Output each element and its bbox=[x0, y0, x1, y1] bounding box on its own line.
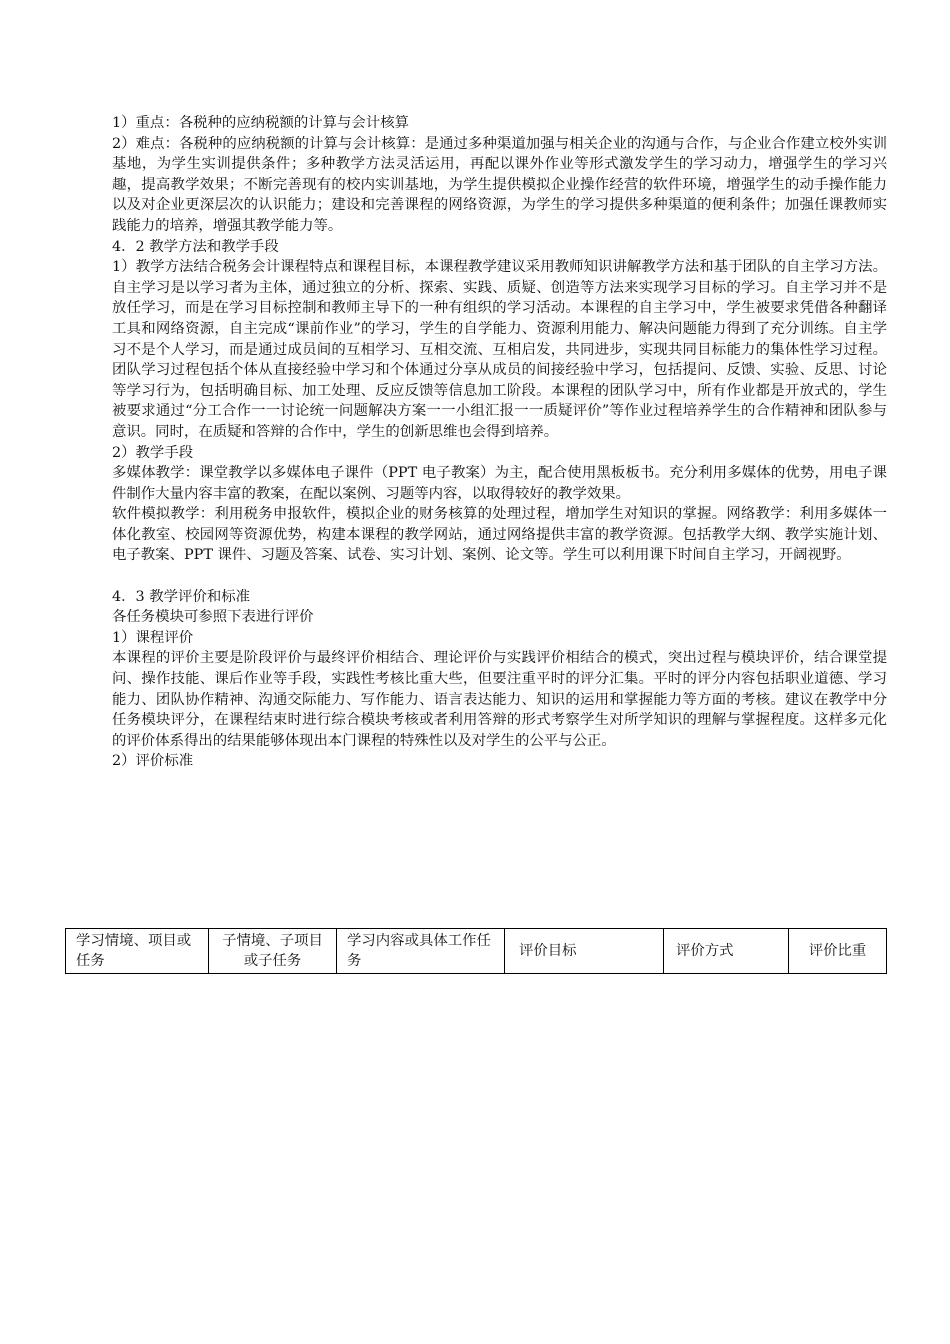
header-cell-content: 学习内容或具体工作任务 bbox=[337, 929, 505, 974]
evaluation-standard-heading: 2）评价标准 bbox=[112, 753, 194, 770]
teaching-method-paragraph: 1）教学方法结合税务会计课程特点和课程目标，本课程教学建议采用教师知识讲解教学方法和基于团队的自主学习方法。自主学习是以学习者为主体，通过独立的分析、探索、实践、质疑、创造等方法来实现学习目标的学习。自主学习并不是放任学习，而是在学习目标控制和教师主导下的一种有组织的学习活动。本课程的自主学习中，学生被要求凭借各种翻译工具和网络资源，自主完成“课前作业”的学习，学生的自学能力、资源利用能力、解决问题能力得到了充分训练。自主学习不是个人学习，而是通过成员间的互相学习、互相交流、互相启发，共同进步，实现共同目标能力的集体性学习过程。团队学习过程包括个体从直接经验中学习和个体通过分享从成员的间接经验中学习，包括提问、反馈、实验、反思、讨论等学习行为，包括明确目标、加工处理、反应反馈等信息加工阶段。本课程的团队学习中，所有作业都是开放式的，学生被要求通过“分工合作一一讨论统一问题解决方案一一小组汇报一一质疑评价”等作业过程培养学生的合作精神和团队参与意识。同时，在质疑和答辩的合作中，学生的创新思维也会得到培养。 bbox=[112, 259, 887, 440]
header-cell-method: 评价方式 bbox=[664, 929, 789, 974]
table-intro-line: 各任务模块可参照下表进行评价 bbox=[112, 609, 314, 626]
course-evaluation-paragraph: 本课程的评价主要是阶段评价与最终评价相结合、理论评价与实践评价相结合的模式，突出过程与模块评价，结合课堂提问、操作技能、课后作业等手段，实践性考核比重大些，但要注重平时的评分汇集。平时的评分内容包括职业道德、学习能力、团队协作精神、沟通交际能力、写作能力、语言表达能力、知识的运用和掌握能力等方面的考核。建议在教学中分任务模块评分，在课程结束时进行综合模块考核或者利用答辩的形式考察学生对所学知识的理解与掌握程度。这样多元化的评价体系得出的结果能够体现出本门课程的特殊性以及对学生的公平与公正。 bbox=[112, 650, 887, 749]
header-cell-goal: 评价目标 bbox=[505, 929, 664, 974]
teaching-means-heading: 2）教学手段 bbox=[112, 444, 194, 461]
header-cell-sub-scenario: 子情境、子项目或子任务 bbox=[209, 929, 337, 974]
course-evaluation-heading: 1）课程评价 bbox=[112, 629, 194, 646]
section-heading-4-2: 4．2 教学方法和教学手段 bbox=[112, 238, 279, 255]
key-point-line: 1）重点：各税种的应纳税额的计算与会计核算 bbox=[112, 115, 409, 131]
document-body bbox=[112, 113, 887, 772]
evaluation-table bbox=[65, 928, 887, 974]
software-teaching-paragraph: 软件模拟教学：利用税务申报软件，模拟企业的财务核算的处理过程，增加学生对知识的掌握。网络教学：利用多媒体一体化教室、校园网等资源优势，构建本课程的教学网站，通过网络提供丰富的教学资源。包括教学大纲、教学实施计划、电子教案、PPT 课件、习题及答案、试卷、实习计划、案例、论文等。学生可以利用课下时间自主学习，开阔视野。 bbox=[112, 506, 887, 564]
blank-line bbox=[112, 566, 887, 587]
multimedia-teaching-paragraph: 多媒体教学：课堂教学以多媒体电子课件（PPT 电子教案）为主，配合使用黑板板书。充分利用多媒体的优势，用电子课件制作大量内容丰富的教案，在配以案例、习题等内容，以取得较好的教学效果。 bbox=[112, 465, 887, 502]
table-header-row bbox=[66, 929, 887, 974]
difficulty-paragraph: 2）难点：各税种的应纳税额的计算与会计核算：是通过多种渠道加强与相关企业的沟通与合作，与企业合作建立校外实训基地，为学生实训提供条件；多种教学方法灵活运用，再配以课外作业等形式激发学生的学习动力，增强学生的学习兴趣，提高教学效果；不断完善现有的校内实训基地，为学生提供模拟企业操作经营的软件环境，增强学生的动手操作能力以及对企业更深层次的认识能力；建设和完善课程的网络资源，为学生的学习提供多种渠道的便利条件；加强任课教师实践能力的培养，增强其教学能力等。 bbox=[112, 135, 887, 234]
header-cell-weight: 评价比重 bbox=[789, 929, 887, 974]
header-cell-scenario: 学习情境、项目或任务 bbox=[66, 929, 209, 974]
section-heading-4-3: 4．3 教学评价和标准 bbox=[112, 588, 251, 605]
